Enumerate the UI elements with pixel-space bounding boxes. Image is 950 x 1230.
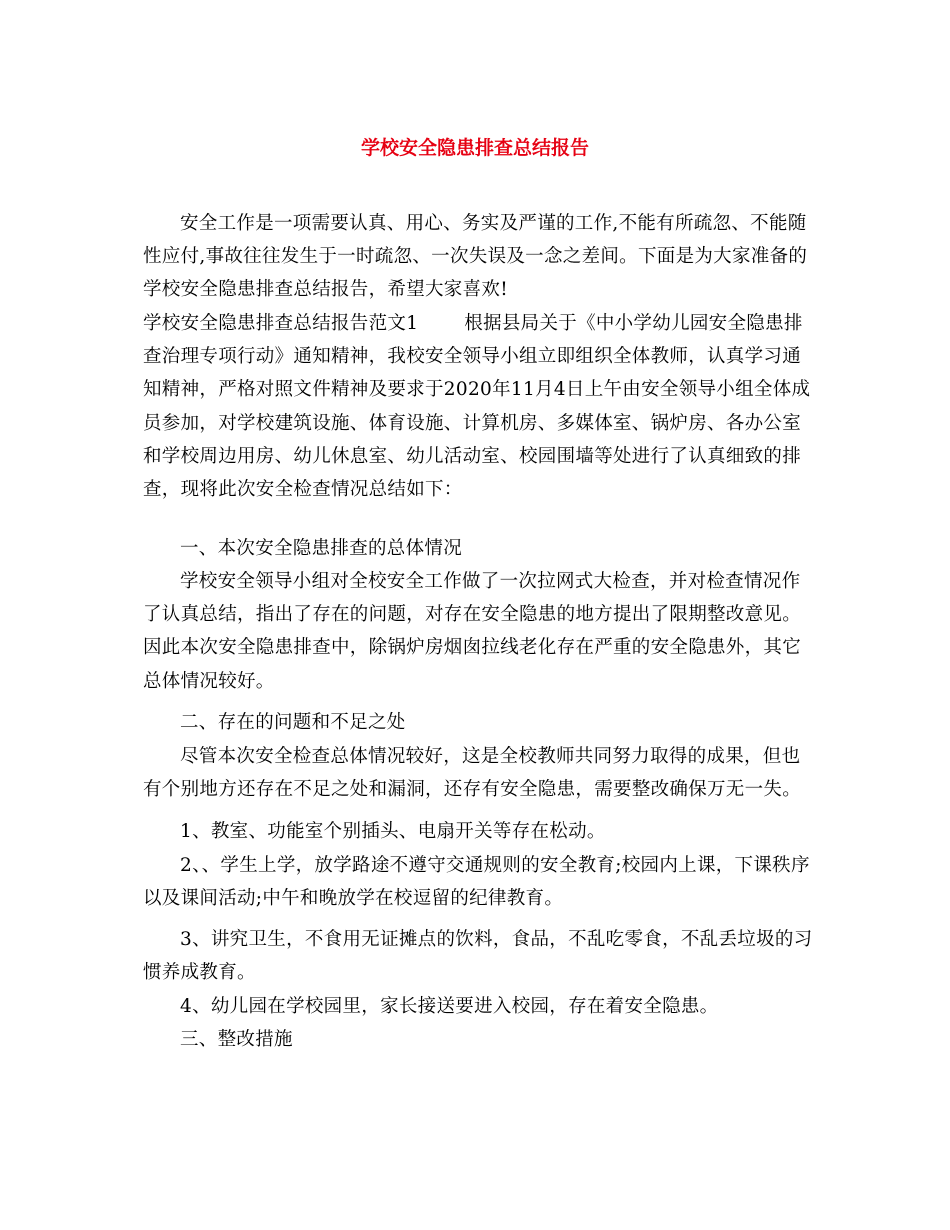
list-item-2: 2、、学生上学，放学路途不遵守交通规则的安全教育;校园内上课，下课秩序以及课间活动;中午和晚放学在校逗留的纪律教育。 xyxy=(143,855,810,910)
section2-title: 二、存在的问题和不足之处 xyxy=(180,712,406,733)
sample-heading: 学校安全隐患排查总结报告范文1 xyxy=(143,313,419,334)
list-item-3: 3、讲究卫生，不食用无证摊点的饮料，食品，不乱吃零食，不乱丢垃圾的习惯养成教育。 xyxy=(143,929,813,984)
section1-title: 一、本次安全隐患排查的总体情况 xyxy=(180,538,463,559)
list-item-4: 4、幼儿园在学校园里，家长接送要进入校园，存在着安全隐患。 xyxy=(180,996,719,1017)
document-title: 学校安全隐患排查总结报告 xyxy=(360,137,589,159)
section1-body: 学校安全领导小组对全校安全工作做了一次拉网式大检查，并对检查情况作了认真总结，指出了存在的问题，对存在安全隐患的地方提出了限期整改意见。因此本次安全隐患排查中，除锅炉房烟囱拉线老化存在严重的安全隐患外，其它总体情况较好。 xyxy=(143,571,802,692)
section3-title: 三、整改措施 xyxy=(180,1029,293,1050)
intro-paragraph: 安全工作是一项需要认真、用心、务实及严谨的工作,不能有所疏忽、不能随性应付,事故往往发生于一时疏忽、一次失误及一念之差间。下面是为大家准备的学校安全隐患排查总结报告，希望大家喜欢! xyxy=(143,213,808,301)
sample-paragraph xyxy=(143,307,815,506)
sample-body: 根据县局关于《中小学幼儿园安全隐患排查治理专项行动》通知精神，我校安全领导小组立即组织全体教师，认真学习通知精神，严格对照文件精神及要求于2020年11月4日上午由安全领导小组全体成员参加，对学校建筑设施、体育设施、计算机房、多媒体室、锅炉房、各办公室和学校周边用房、幼儿休息室、幼儿活动室、校园围墙等处进行了认真细致的排查，现将此次安全检查情况总结如下： xyxy=(143,313,811,501)
list-item-1: 1、教室、功能室个别插头、电扇开关等存在松动。 xyxy=(180,821,606,842)
section2-body: 尽管本次安全检查总体情况较好，这是全校教师共同努力取得的成果，但也有个别地方还存在不足之处和漏洞，还存有安全隐患，需要整改确保万无一失。 xyxy=(143,746,802,801)
